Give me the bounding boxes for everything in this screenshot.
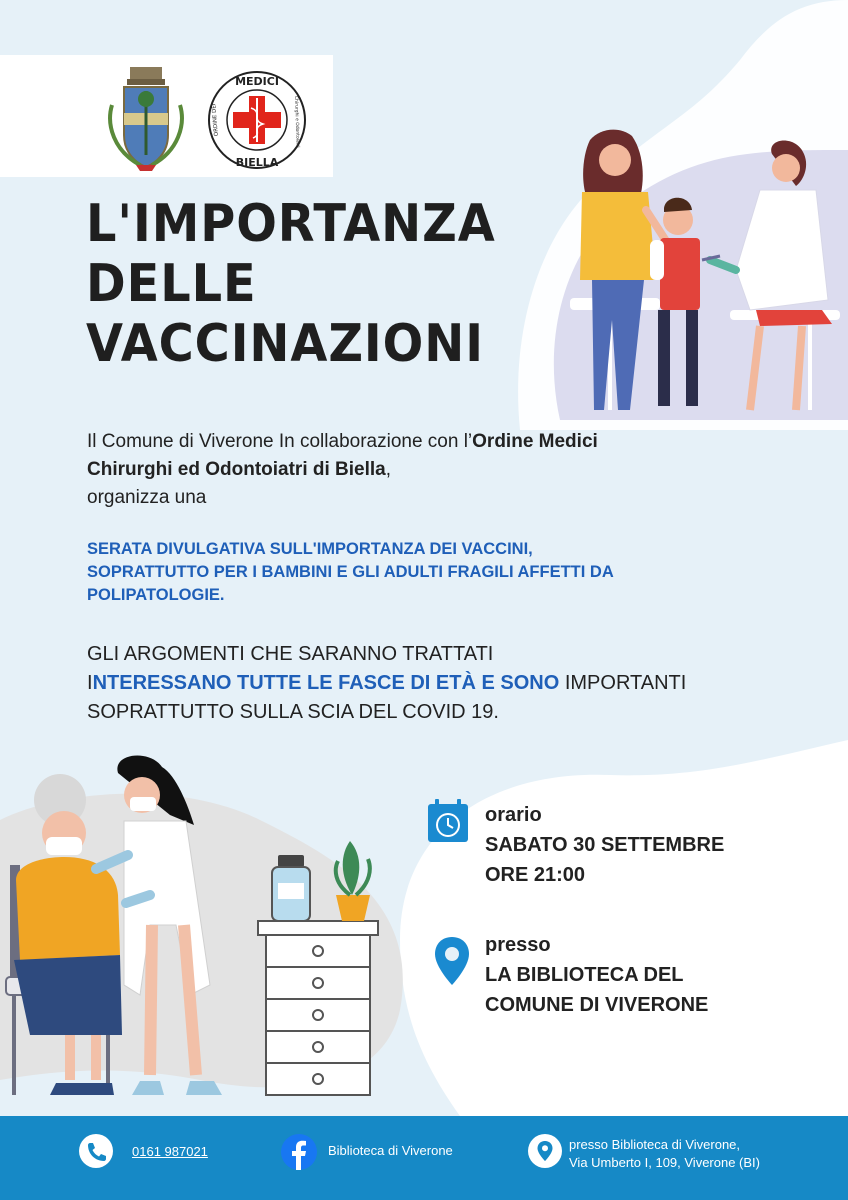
schedule-time: ORE 21:00 (485, 864, 586, 886)
comune-crest-logo (100, 65, 192, 173)
phone-number[interactable]: 0161 987021 (132, 1144, 208, 1159)
topics-line-1: GLI ARGOMENTI CHE SARANNO TRATTATI (87, 643, 494, 665)
logo-area (0, 55, 333, 177)
ordine-medici-logo (207, 70, 307, 170)
intro-line-2 (87, 456, 598, 484)
highlight-line-3: POLIPATOLOGIE. (87, 586, 225, 604)
location-label: presso (485, 934, 551, 956)
location-line-1: LA BIBLIOTECA DEL (485, 964, 684, 986)
medici-right-text: Chirurghi e Odontoiatri (293, 95, 300, 148)
address-line-1: presso Biblioteca di Viverone, (569, 1137, 741, 1152)
org-name-part-2: Chirurghi ed Odontoiatri di Biella (87, 459, 386, 480)
intro-line-1 (87, 428, 598, 456)
title-line-2: DELLE (86, 254, 257, 314)
highlight-line-2: SOPRATTUTTO PER I BAMBINI E GLI ADULTI FRAGILI AFFETTI DA (87, 563, 614, 581)
medici-bottom-text: BIELLA (235, 156, 279, 169)
elderly-vaccination-illustration (0, 745, 390, 1105)
family-vaccination-illustration (560, 120, 848, 420)
footer-bar (0, 1116, 848, 1200)
schedule-block (485, 800, 724, 890)
facebook-page-name[interactable]: Biblioteca di Viverone (328, 1143, 453, 1158)
event-highlight (87, 538, 614, 607)
location-line-2: COMUNE DI VIVERONE (485, 994, 709, 1016)
title-line-3: VACCINAZIONI (86, 314, 484, 374)
location-pin-icon (435, 937, 469, 985)
location-block (485, 930, 708, 1020)
calendar-clock-icon (427, 799, 469, 843)
topics-suffix: IMPORTANTI (559, 672, 687, 694)
highlight-line-1: SERATA DIVULGATIVA SULL'IMPORTANZA DEI VACCINI, (87, 540, 533, 558)
medici-left-text: ORDINE DEI (211, 103, 220, 137)
org-name-part-1: Ordine Medici (472, 431, 598, 452)
facebook-icon (281, 1134, 317, 1170)
schedule-date: SABATO 30 SETTEMBRE (485, 834, 725, 856)
topics-paragraph (87, 640, 686, 727)
title-line-1: L'IMPORTANZA (86, 194, 496, 254)
intro-line-3: organizza una (87, 487, 207, 508)
topics-line-3: SOPRATTUTTO SULLA SCIA DEL COVID 19. (87, 701, 499, 723)
bottom-right-blob (400, 740, 848, 1116)
footer-address (569, 1136, 760, 1172)
medici-top-text: MEDICI (235, 75, 279, 88)
intro-paragraph (87, 428, 598, 512)
location-pin-icon (528, 1134, 562, 1168)
intro-text-1: Il Comune di Viverone In collaborazione con l’ (87, 431, 473, 452)
intro-comma: , (385, 459, 392, 480)
schedule-label: orario (485, 804, 542, 826)
topics-emphasis: NTERESSANO TUTTE LE FASCE DI ETÀ E SONO (92, 672, 560, 694)
topics-line-2 (87, 669, 686, 698)
page-title (86, 194, 496, 374)
topics-prefix: I (87, 672, 93, 694)
phone-icon (79, 1134, 113, 1168)
address-line-2: Via Umberto I, 109, Viverone (BI) (569, 1155, 761, 1170)
